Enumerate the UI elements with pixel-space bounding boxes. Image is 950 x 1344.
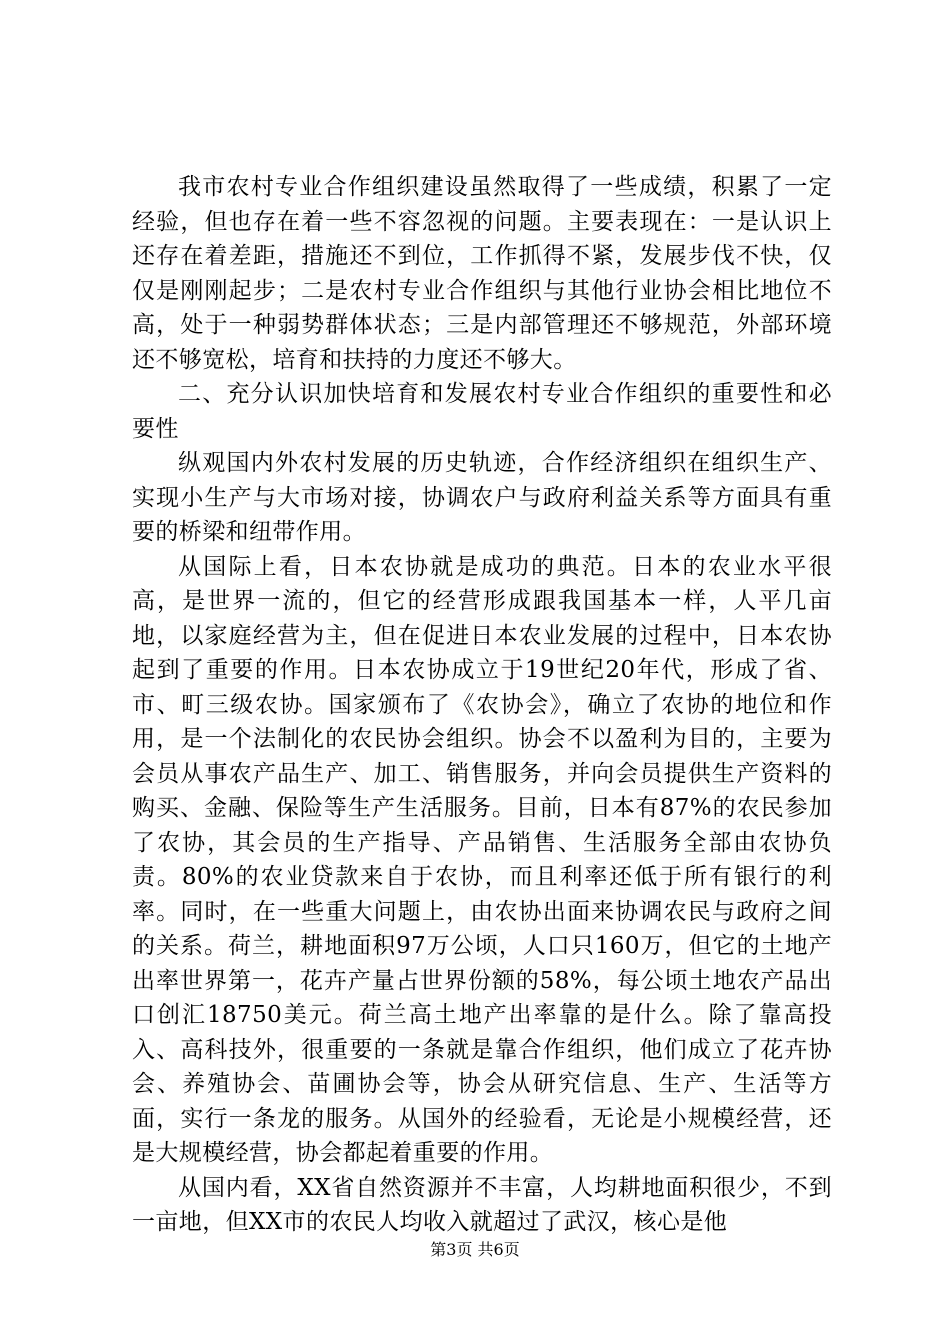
paragraph-international: 从国际上看，日本农协就是成功的典范。日本的农业水平很高，是世界一流的，但它的经营形成跟我国基本一样，人平几亩地，以家庭经营为主，但在促进日本农业发展的过程中，日本农协起到了重要的作用。日本农协成立于19世纪20年代，形成了省、市、町三级农协。国家颁布了《农协会》，确立了农协的地位和作用，是一个法制化的农民协会组织。协会不以盈利为目的，主要为会员从事农产品生产、加工、销售服务，并向会员提供生产资料的购买、金融、保险等生产生活服务。目前，日本有87%的农民参加了农协，其会员的生产指导、产品销售、生活服务全部由农协负责。80%的农业贷款来自于农协，而且利率还低于所有银行的利率。同时，在一些重大问题上，由农协出面来协调农民与政府之间的关系。荷兰，耕地面积97万公顷，人口只160万，但它的土地产出率世界第一，花卉产量占世界份额的58%，每公顷土地农产品出口创汇18750美元。荷兰高土地产出率靠的是什么。除了靠高投入、高科技外，很重要的一条就是靠合作组织，他们成立了花卉协会、养殖协会、苗圃协会等，协会从研究信息、生产、生活等方面，实行一条龙的服务。从国外的经验看，无论是小规模经营，还是大规模经营，协会都起着重要的作用。: [132, 553, 832, 1166]
paragraph-overview: 纵观国内外农村发展的历史轨迹，合作经济组织在组织生产、实现小生产与大市场对接，协调农户与政府利益关系等方面具有重要的桥梁和纽带作用。: [132, 450, 832, 545]
paragraph-problems: 我市农村专业合作组织建设虽然取得了一些成绩，积累了一定经验，但也存在着一些不容忽视的问题。主要表现在：一是认识上还存在着差距，措施还不到位，工作抓得不紧，发展步伐不快，仅仅是刚刚起步；二是农村专业合作组织与其他行业协会相比地位不高，处于一种弱势群体状态；三是内部管理还不够规范，外部环境还不够宽松，培育和扶持的力度还不够大。: [132, 174, 832, 373]
page-footer: 第3页 共6页: [430, 1240, 520, 1259]
section-heading: 二、充分认识加快培育和发展农村专业合作组织的重要性和必要性: [132, 381, 832, 442]
paragraph-domestic: 从国内看，XX省自然资源并不丰富，人均耕地面积很少，不到一亩地，但XX市的农民人均收入就超过了武汉，核心是他: [132, 1174, 832, 1235]
document-body: [132, 170, 832, 1240]
